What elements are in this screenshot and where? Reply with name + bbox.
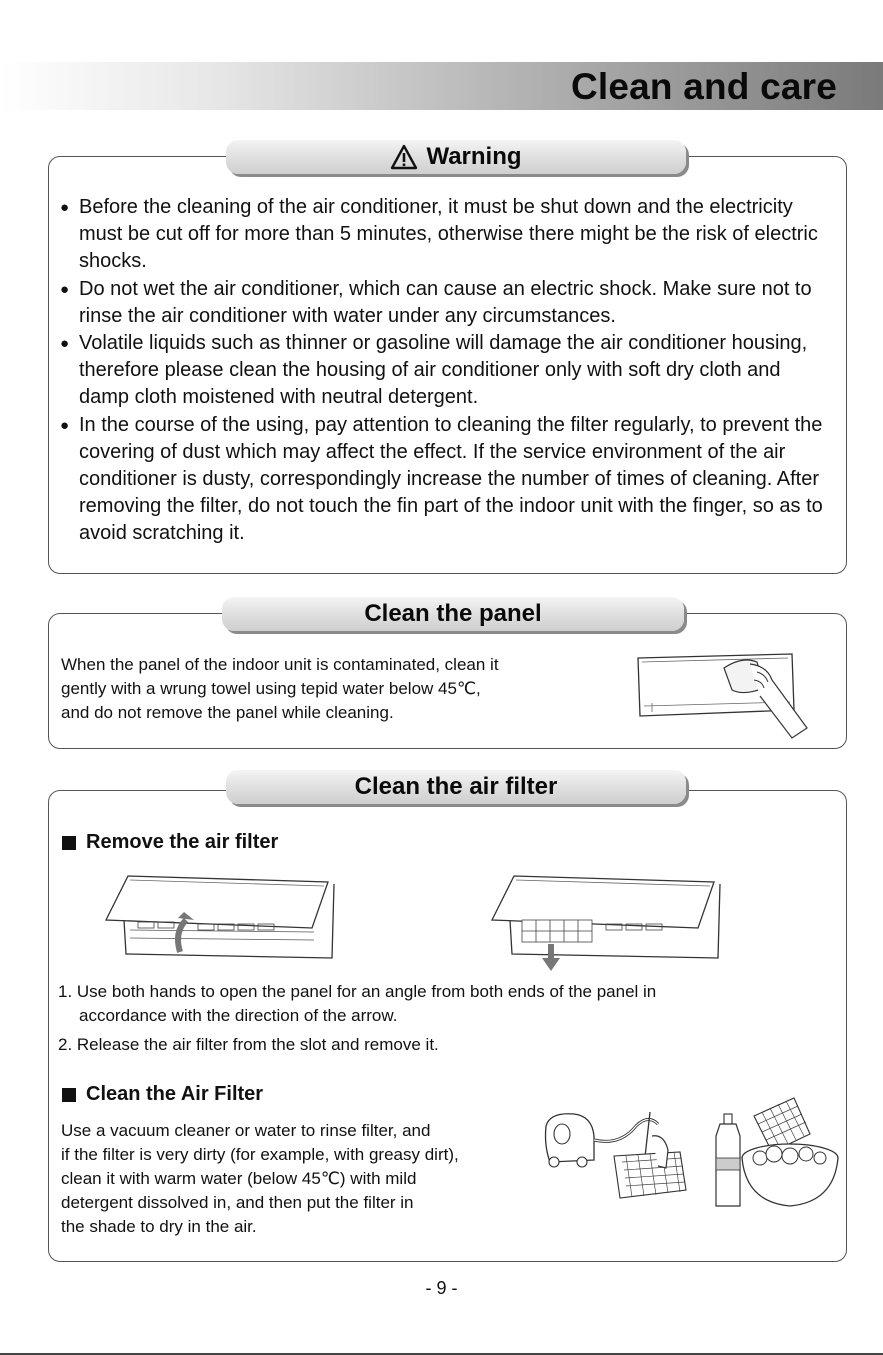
- bullet-icon: ●: [60, 280, 70, 298]
- clean-filter-title-pill: [226, 770, 686, 804]
- square-bullet-icon: [62, 1088, 76, 1102]
- bullet-icon: ●: [60, 199, 70, 216]
- square-bullet-icon: [62, 836, 76, 850]
- ac-unit-filter-release-illustration: [486, 870, 726, 975]
- warning-list: [60, 194, 830, 548]
- warning-item: ● In the course of the using, pay attention to cleaning the filter regularly, to prevent the covering of dust which may affect the effect. If the service environment of the air conditioner is dusty, correspondingly increase the number of times of cleaning. After removing the filter, do not touch the fin part of the indoor unit with the finger, so as to avoid scratching it.: [60, 413, 823, 545]
- clean-panel-title: Clean the panel: [364, 600, 542, 627]
- page-number: - 9 -: [425, 1278, 458, 1298]
- clean-panel-text: When the panel of the indoor unit is contaminated, clean it gently with a wrung towel using tepid water below 45℃, and do not remove the panel while cleaning.: [61, 655, 499, 722]
- remove-step-1: 1. Use both hands to open the panel for an angle from both ends of the panel in accordance with the direction of the arrow.: [58, 982, 657, 1025]
- clean-filter-text: Use a vacuum cleaner or water to rinse filter, and if the filter is very dirty (for example, with greasy dirt), clean it with warm water (below 45℃) with mild detergent dissolved in, and then put the filter in the shade to dry in the air.: [61, 1121, 459, 1236]
- warning-item: ● Before the cleaning of the air conditioner, it must be shut down and the electricity must be cut off for more than 5 minutes, otherwise there might be the risk of electric shocks.: [60, 196, 818, 273]
- warning-title: Warning: [426, 143, 522, 170]
- page-title: Clean and care: [570, 66, 837, 107]
- washing-basin-illustration: [710, 1096, 850, 1216]
- panel-wiping-illustration: [632, 648, 812, 743]
- bullet-icon: ●: [60, 416, 70, 434]
- warning-item: ● Do not wet the air conditioner, which can cause an electric shock. Make sure not to rinse the air conditioner with water under any circumstances.: [60, 277, 812, 327]
- remove-filter-heading: Remove the air filter: [62, 831, 278, 854]
- warning-triangle-icon: [390, 144, 418, 170]
- clean-filter-title: Clean the air filter: [354, 773, 558, 800]
- ac-unit-open-panel-illustration: [100, 870, 340, 962]
- vacuum-cleaner-illustration: [540, 1106, 690, 1206]
- warning-title-pill: [226, 140, 686, 174]
- remove-step-2: 2. Release the air filter from the slot and remove it.: [58, 1035, 439, 1054]
- bullet-icon: ●: [60, 335, 70, 353]
- clean-filter-heading: Clean the Air Filter: [62, 1083, 263, 1106]
- warning-item: ● Volatile liquids such as thinner or gasoline will damage the air conditioner housing, therefore please clean the housing of air conditioner only with soft dry cloth and damp cloth moistened with neutral detergent.: [60, 332, 808, 409]
- clean-panel-title-pill: [222, 597, 684, 631]
